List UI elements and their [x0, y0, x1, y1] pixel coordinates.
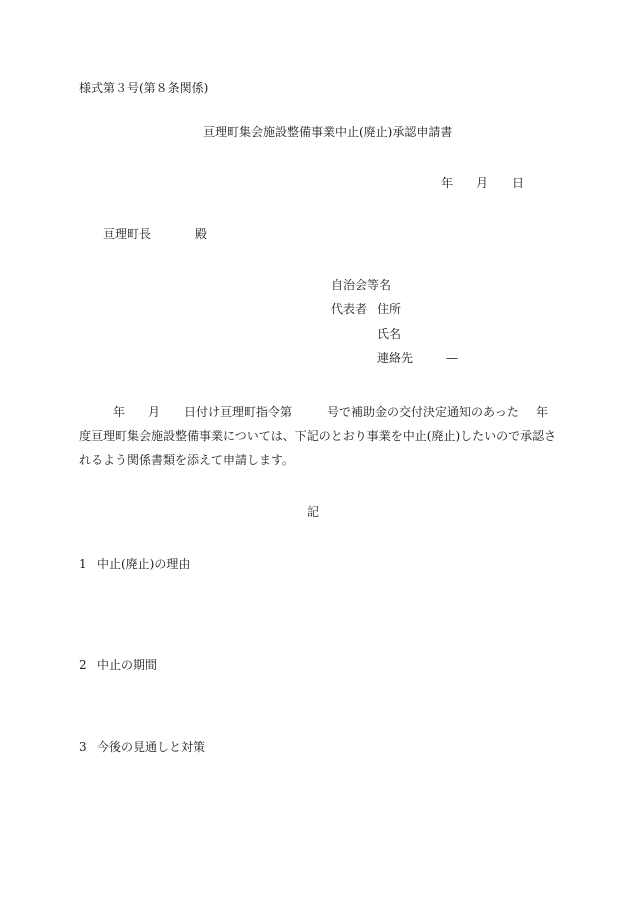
section-2-number: 2: [79, 658, 87, 672]
body-month-label: 月: [148, 405, 161, 419]
document-title: 亘理町集会施設整備事業中止(廃止)承認申請書: [203, 125, 453, 139]
body-line-3: れるよう関係書類を添えて申請します。: [79, 453, 295, 467]
body-line-2: 度亘理町集会施設整備事業については、下記のとおり事業を中止(廃止)したいので承認さ: [79, 429, 557, 443]
contact-dash: —: [446, 351, 458, 365]
section-3-number: 3: [79, 740, 87, 754]
section-1-number: 1: [79, 557, 87, 571]
name-label: 氏名: [377, 327, 402, 341]
ki-heading: 記: [307, 505, 320, 519]
section-2-label: 中止の期間: [97, 658, 158, 672]
address-label: 住所: [377, 302, 402, 316]
date-day-label: 日: [512, 176, 525, 190]
section-1-label: 中止(廃止)の理由: [97, 557, 191, 571]
form-label: 様式第３号(第８条関係): [79, 81, 209, 95]
date-month-label: 月: [476, 176, 489, 190]
body-year-label: 年: [113, 405, 126, 419]
addressee-name: 亘理町長: [103, 227, 152, 241]
section-3-label: 今後の見通しと対策: [97, 740, 206, 754]
contact-label: 連絡先: [377, 351, 414, 365]
org-name-label: 自治会等名: [331, 278, 392, 292]
addressee-honorific: 殿: [195, 227, 208, 241]
body-number-text: 号で補助金の交付決定通知のあった: [327, 405, 519, 419]
representative-label: 代表者: [331, 302, 368, 316]
body-dated-text: 日付け亘理町指令第: [184, 405, 293, 419]
body-year2-label: 年: [536, 405, 549, 419]
date-year-label: 年: [441, 176, 454, 190]
